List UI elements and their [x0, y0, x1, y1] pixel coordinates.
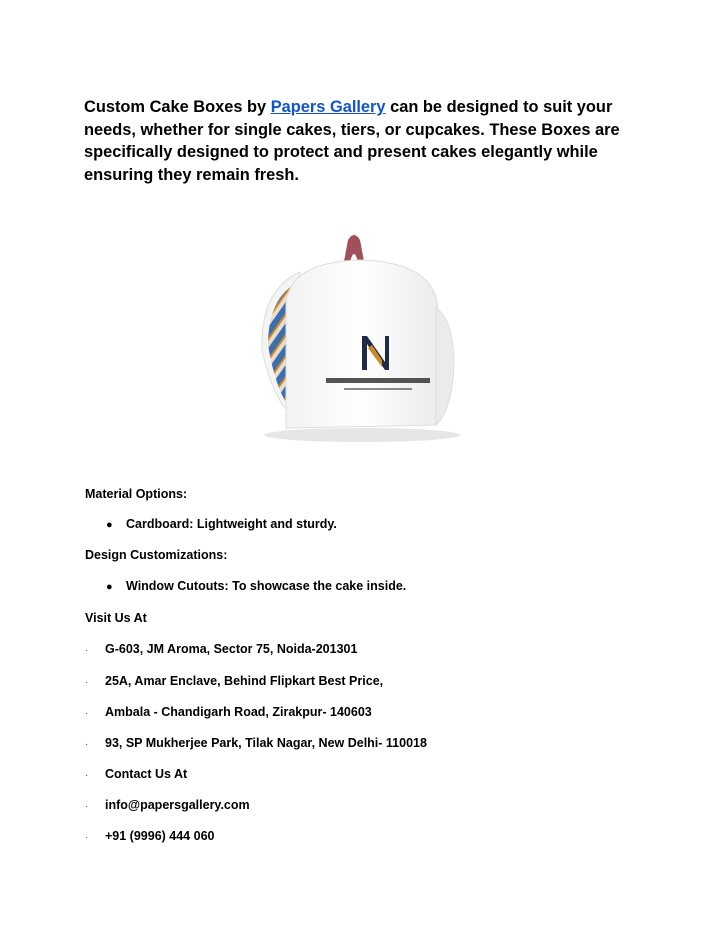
bullet-icon: · [85, 739, 89, 750]
design-option-item [106, 579, 406, 593]
phone-line [85, 829, 214, 843]
intro-paragraph [84, 96, 644, 186]
contact-heading-text: Contact Us At [105, 767, 188, 781]
bullet-icon: · [85, 832, 89, 843]
contact-heading-line [85, 767, 187, 781]
material-options-heading: Material Options: [85, 487, 188, 501]
bullet-icon: · [85, 801, 89, 812]
address-line-text: G-603, JM Aroma, Sector 75, Noida-201301 [105, 642, 358, 656]
visit-us-heading: Visit Us At [85, 611, 147, 625]
bullet-icon: · [85, 770, 89, 781]
cake-box-illustration [240, 200, 480, 465]
brand-name-line [326, 378, 430, 383]
address-line-text: 25A, Amar Enclave, Behind Flipkart Best Price, [105, 674, 384, 688]
address-line [85, 642, 357, 656]
bullet-icon: ● [106, 519, 113, 531]
email-line [85, 798, 250, 812]
brand-tagline-line [344, 388, 412, 390]
address-line-text: Ambala - Chandigarh Road, Zirakpur- 140603 [105, 705, 372, 719]
cake-box-image [240, 200, 480, 465]
address-line [85, 674, 383, 688]
bullet-icon: · [85, 677, 89, 688]
bullet-icon: · [85, 708, 89, 719]
phone-text: +91 (9996) 444 060 [105, 829, 215, 843]
intro-text-before: Custom Cake Boxes by [84, 98, 271, 116]
bullet-icon: · [85, 645, 89, 656]
material-option-item [106, 517, 337, 531]
address-line [85, 736, 427, 750]
bullet-icon: ● [106, 581, 113, 593]
address-line-text: 93, SP Mukherjee Park, Tilak Nagar, New Delhi- 110018 [105, 736, 427, 750]
papers-gallery-link[interactable]: Papers Gallery [270, 98, 386, 116]
material-option-text: Cardboard: Lightweight and sturdy. [126, 517, 337, 531]
design-customizations-heading: Design Customizations: [85, 548, 228, 562]
email-text: info@papersgallery.com [105, 798, 250, 812]
design-option-text: Window Cutouts: To showcase the cake inside. [126, 579, 407, 593]
intro-text-after: can be designed to suit your needs, whether for single cakes, tiers, or cupcakes. These Boxes are specifically designed to protect and present cakes elegantly while ensuring they remain fresh. [84, 98, 620, 184]
address-line [85, 705, 372, 719]
